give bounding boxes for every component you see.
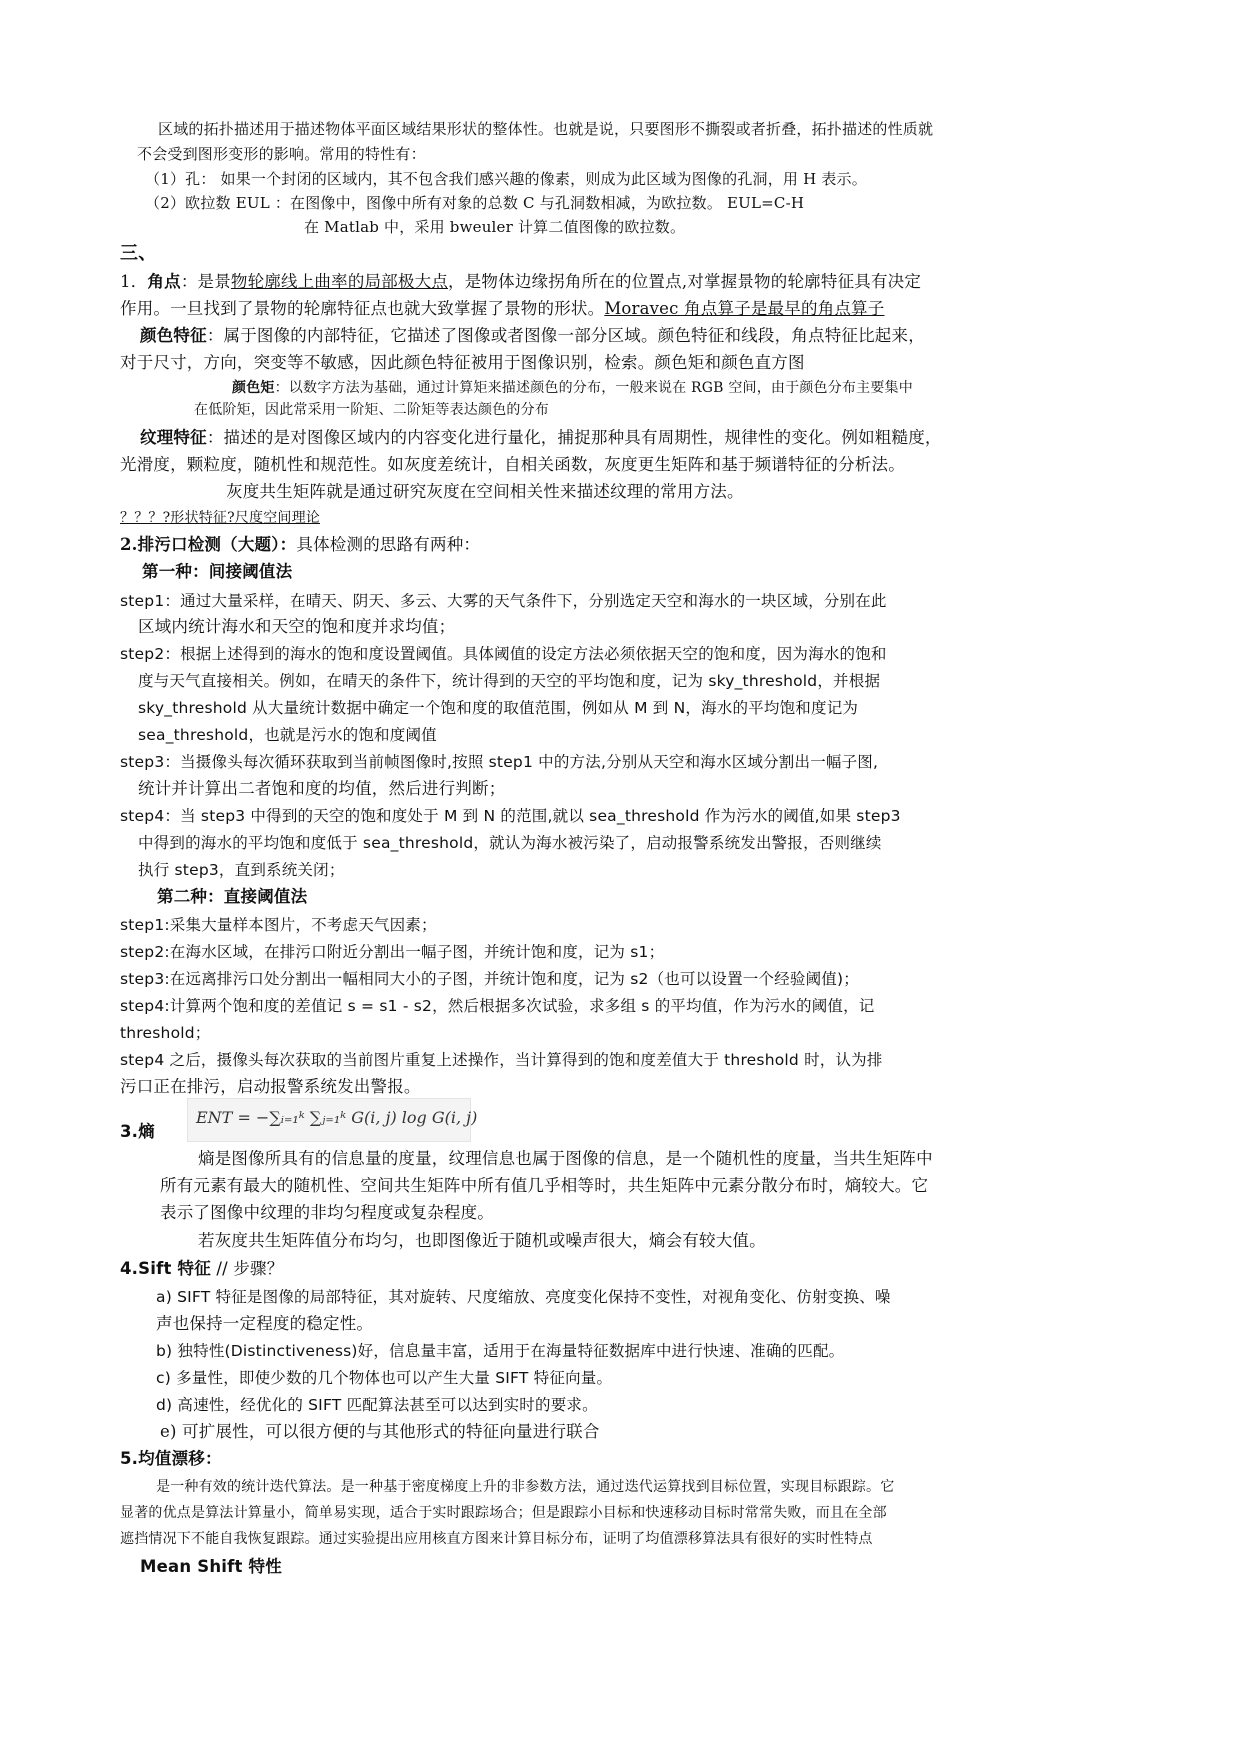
m2-step4-a: step4:计算两个饱和度的差值记 s = s1 - s2，然后根据多次试验，求多组 s 的平均值，作为污水的阈值，记 (120, 997, 875, 1015)
m2-after-b: 污口正在排污，启动报警系统发出警报。 (120, 1077, 421, 1096)
texture-title: 纹理特征 (140, 428, 207, 447)
entropy-line-2: 所有元素有最大的随机性、空间共生矩阵中所有值几乎相等时，共生矩阵中元素分散分布时，熵较大。它 (160, 1176, 929, 1195)
meanshift-line-1: 是一种有效的统计迭代算法。是一种基于密度梯度上升的非参数方法，通过迭代运算找到目标位置，实现目标跟踪。它 (156, 1479, 895, 1495)
m1-step2-c: sky_threshold 从大量统计数据中确定一个饱和度的取值范围，例如从 M 到 N，海水的平均饱和度记为 (138, 699, 859, 717)
sift-note: // 步骤？ (210, 1259, 284, 1278)
m1-step2-b: 度与天气直接相关。例如，在晴天的条件下，统计得到的天空的平均饱和度，记为 sky_threshold，并根据 (138, 672, 881, 690)
sewage-intro: 具体检测的思路有两种： (296, 535, 481, 554)
m1-step2-a: step2：根据上述得到的海水的饱和度设置阈值。具体阈值的设定方法必须依据天空的饱和度，因为海水的饱和 (120, 645, 887, 663)
meanshift-line-3: 遮挡情况下不能自我恢复跟踪。通过实验提出应用核直方图来计算目标分布，证明了均值漂移算法具有很好的实时性特点 (120, 1531, 873, 1547)
topo-line-1: 区域的拓扑描述用于描述物体平面区域结果形状的整体性。也就是说，只要图形不撕裂或者折叠，拓扑描述的性质就 (158, 120, 934, 138)
texture-line-3: 灰度共生矩阵就是通过研究灰度在空间相关性来描述纹理的常用方法。 (226, 482, 744, 501)
m1-step1-b: 区域内统计海水和天空的饱和度并求均值； (138, 617, 456, 636)
m1-step1-a: step1：通过大量采样，在晴天、阴天、多云、大雾的天气条件下，分别选定天空和海水的一块区域，分别在此 (120, 592, 887, 610)
sift-item-d: d) 高速性，经优化的 SIFT 匹配算法甚至可以达到实时的要求。 (156, 1396, 598, 1414)
color-moment-line-2: 在低阶矩，因此常采用一阶矩、二阶矩等表达颜色的分布 (194, 402, 549, 418)
m2-step1: step1:采集大量样本图片，不考虑天气因素； (120, 916, 437, 934)
method-2-title: 第二种：直接阈值法 (157, 887, 308, 906)
color-line-1 (140, 324, 925, 348)
m2-step2: step2:在海水区域，在排污口附近分割出一幅子图，并统计饱和度，记为 s1； (120, 943, 665, 961)
method-1-title: 第一种：间接阈值法 (142, 562, 293, 581)
m1-step2-d: sea_threshold，也就是污水的饱和度阈值 (138, 726, 437, 744)
corner-underlined-text: 物轮廓线上曲率的局部极大点 (230, 272, 449, 291)
m1-step4-a: step4：当 step3 中得到的天空的饱和度处于 M 到 N 的范围,就以 sea_threshold 作为污水的阈值,如果 step3 (120, 807, 901, 825)
corner-number: 1． (120, 272, 148, 291)
shape-feature-question: ？？？?形状特征?尺度空间理论 (120, 510, 321, 526)
entropy-line-3: 表示了图像中纹理的非均匀程度或复杂程度。 (160, 1203, 494, 1222)
texture-text-1: ：描述的是对图像区域内的内容变化进行量化，捕捉那种具有周期性，规律性的变化。例如粗糙度， (206, 428, 942, 447)
section-heading-3: 三、 (120, 243, 157, 264)
corner-title: 角点 (147, 272, 181, 291)
topo-line-2: 不会受到图形变形的影响。常用的特性有： (137, 145, 426, 163)
sift-item-b: b) 独特性(Distinctiveness)好，信息量丰富，适用于在海量特征数据库中进行快速、准确的匹配。 (156, 1342, 845, 1360)
m2-step4-b: threshold； (120, 1024, 211, 1042)
sift-item-a-1: a) SIFT 特征是图像的局部特征，其对旋转、尺度缩放、亮度变化保持不变性，对视角变化、仿射变换、噪 (156, 1288, 891, 1306)
topo-euler: （2）欧拉数 EUL ：在图像中，图像中所有对象的总数 C 与孔洞数相减，为欧拉数。 EUL=C-H (145, 194, 805, 212)
color-moment-line-1 (232, 378, 913, 398)
meanshift-line-2: 显著的优点是算法计算量小，简单易实现，适合于实时跟踪场合；但是跟踪小目标和快速移动目标时常常失败，而且在全部 (120, 1505, 887, 1521)
entropy-title: 3.熵 (120, 1122, 155, 1141)
color-moment-text: ：以数字方法为基础，通过计算矩来描述颜色的分布，一般来说在 RGB 空间，由于颜色分布主要集中 (274, 380, 913, 396)
m1-step3-b: 统计并计算出二者饱和度的均值，然后进行判断； (138, 779, 506, 798)
sewage-title: 2.排污口检测（大题）： (120, 535, 297, 554)
sift-item-c: c) 多量性，即使少数的几个物体也可以产生大量 SIFT 特征向量。 (156, 1369, 613, 1387)
meanshift-subtitle: Mean Shift 特性 (140, 1557, 282, 1576)
corner-line-2-text: 作用。一旦找到了景物的轮廓特征点也就大致掌握了景物的形状。 (120, 299, 605, 318)
color-text-1: ：属于图像的内部特征，它描述了图像或者图像一部分区域。颜色特征和线段，角点特征比起来， (206, 326, 925, 345)
color-moment-title: 颜色矩 (232, 380, 275, 396)
m1-step4-c: 执行 step3，直到系统关闭； (138, 861, 345, 879)
sift-item-a-2: 声也保持一定程度的稳定性。 (156, 1314, 374, 1333)
m2-after-a: step4 之后，摄像头每次获取的当前图片重复上述操作，当计算得到的饱和度差值大于 threshold 时，认为排 (120, 1051, 883, 1069)
sift-heading (120, 1257, 283, 1281)
entropy-formula: ENT = −∑ᵢ₌₁ᵏ ∑ⱼ₌₁ᵏ G(i, j) log G(i, j) (196, 1108, 478, 1127)
entropy-line-1: 熵是图像所具有的信息量的度量，纹理信息也属于图像的信息，是一个随机性的度量，当共生矩阵中 (198, 1149, 933, 1168)
corner-text-rest: ，是物体边缘拐角所在的位置点,对掌握景物的轮廓特征具有决定 (448, 272, 922, 291)
corner-line-1 (120, 270, 921, 294)
entropy-formula-image (187, 1098, 478, 1142)
color-line-2: 对于尺寸，方向，突变等不敏感，因此颜色特征被用于图像识别，检索。颜色矩和颜色直方图 (120, 353, 805, 372)
corner-text: ：是景 (180, 272, 231, 291)
sift-item-e: e) 可扩展性，可以很方便的与其他形式的特征向量进行联合 (160, 1422, 600, 1441)
color-title: 颜色特征 (140, 326, 207, 345)
texture-line-2: 光滑度，颗粒度，随机性和规范性。如灰度差统计，自相关函数，灰度更生矩阵和基于频谱特征的分析法。 (120, 455, 905, 474)
m1-step4-b: 中得到的海水的平均饱和度低于 sea_threshold，就认为海水被污染了，启动报警系统发出警报，否则继续 (138, 834, 882, 852)
entropy-line-4: 若灰度共生矩阵值分布均匀，也即图像近于随机或噪声很大，熵会有较大值。 (198, 1231, 766, 1250)
topo-matlab: 在 Matlab 中，采用 bweuler 计算二值图像的欧拉数。 (304, 218, 686, 236)
sift-title: 4.Sift 特征 (120, 1259, 211, 1278)
moravec-underlined: Moravec 角点算子是最早的角点算子 (604, 299, 885, 318)
sewage-heading-line (120, 533, 480, 557)
m2-step3: step3:在远离排污口处分割出一幅相同大小的子图，并统计饱和度，记为 s2（也可以设置一个经验阈值)； (120, 970, 859, 988)
m1-step3-a: step3：当摄像头每次循环获取到当前帧图像时,按照 step1 中的方法,分别从天空和海水区域分割出一幅子图, (120, 753, 879, 771)
texture-line-1 (140, 426, 942, 450)
meanshift-title: 5.均值漂移： (120, 1449, 222, 1468)
corner-line-2 (120, 297, 884, 321)
topo-hole: （1）孔： 如果一个封闭的区域内，其不包含我们感兴趣的像素，则成为此区域为图像的孔洞，用 H 表示。 (145, 170, 867, 188)
